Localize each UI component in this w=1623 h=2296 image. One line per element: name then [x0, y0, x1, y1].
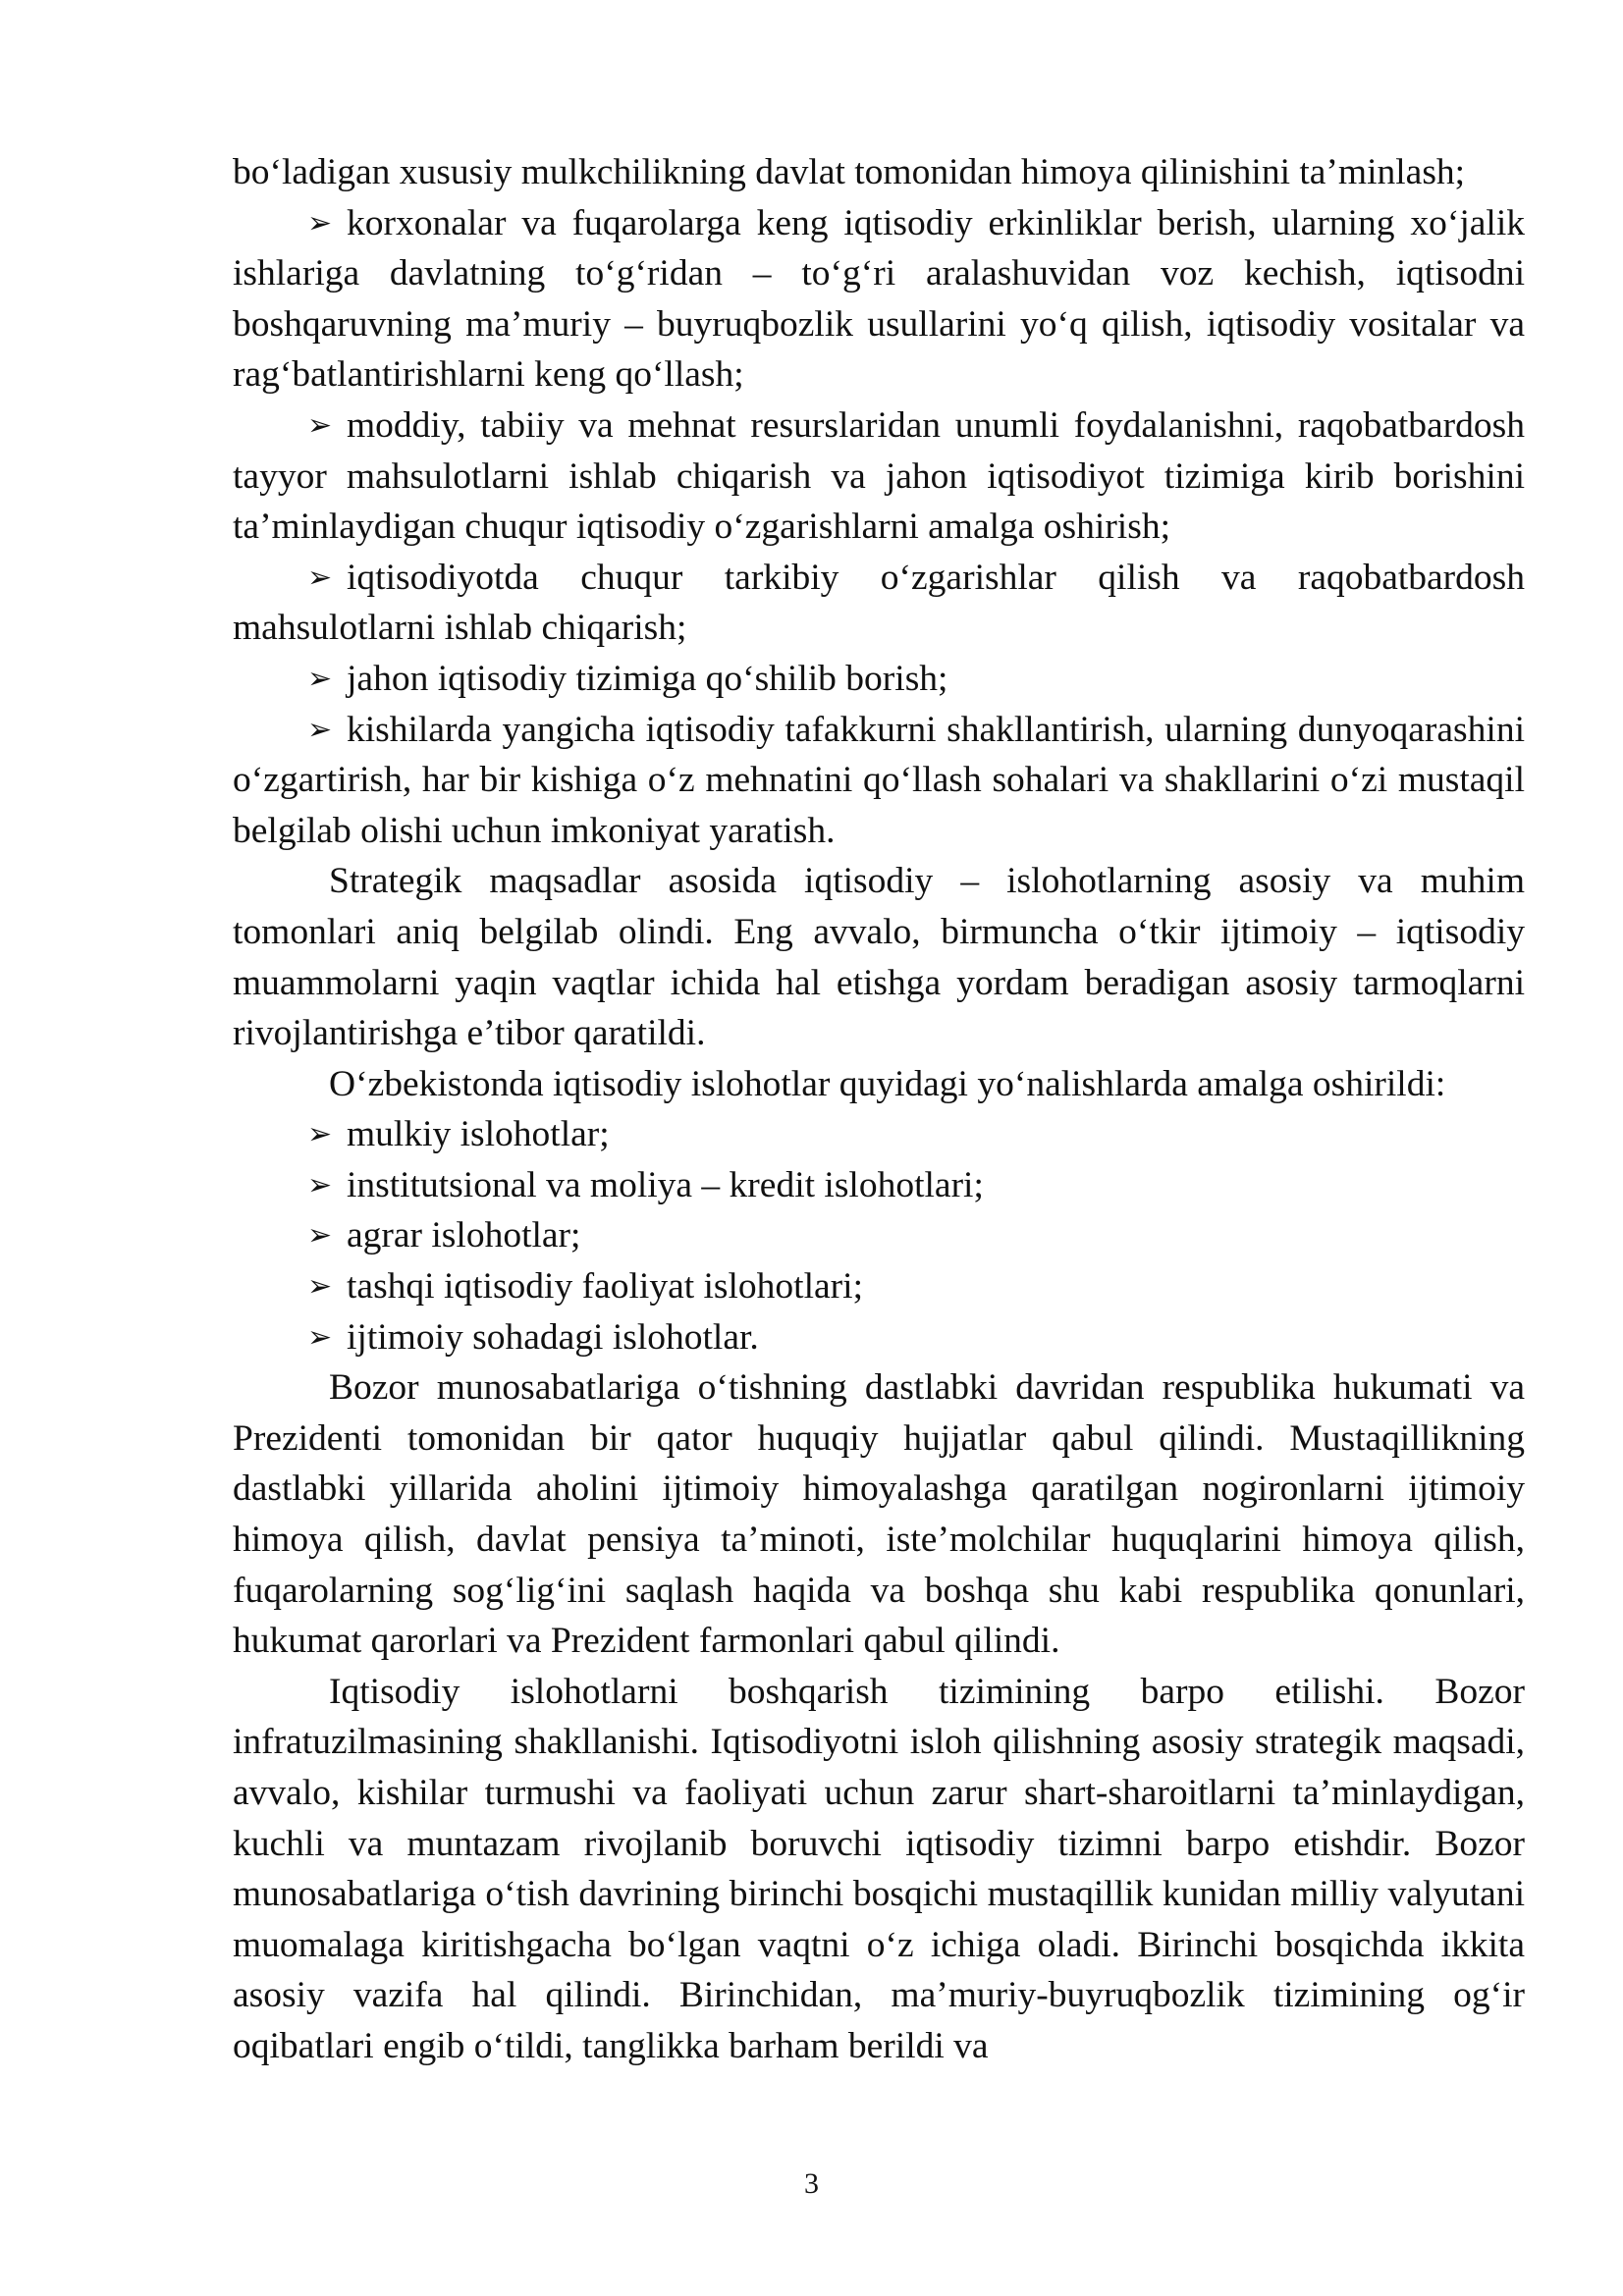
bullet-item	[233, 553, 1525, 654]
bullet-text: jahon iqtisodiy tizimiga qo‘shilib borish;	[347, 658, 948, 699]
paragraph-strategic-goals: Strategik maqsadlar asosida iqtisodiy – islohotlarning asosiy va muhim tomonlari aniq belgilab olindi. Eng avvalo, birmuncha o‘tkir ijtimoiy – iqtisodiy muammolarni yaqin vaqtlar ichida hal etishga yordam beradigan asosiy tarmoqlarni rivojlantirishga e’tibor qaratildi.	[233, 861, 1525, 1054]
bullet-item	[233, 705, 1525, 857]
bullet-item	[233, 198, 1525, 400]
bullet-text: agrar islohotlar;	[347, 1215, 581, 1256]
arrowhead-bullet-icon: ➢	[307, 1167, 333, 1202]
arrowhead-bullet-icon: ➢	[307, 205, 333, 240]
arrowhead-bullet-icon: ➢	[307, 1218, 333, 1254]
bullet-item	[233, 400, 1525, 553]
bullet-item	[233, 1312, 1525, 1363]
bullet-item	[233, 654, 1525, 705]
paragraph-reform-directions: O‘zbekistonda iqtisodiy islohotlar quyidagi yo‘nalishlarda amalga oshirildi:	[329, 1063, 1446, 1104]
bullet-text: mulkiy islohotlar;	[347, 1114, 610, 1155]
bullet-text: iqtisodiyotda chuqur tarkibiy o‘zgarishlar qilish va raqobatbardosh mahsulotlarni ishlab chiqarish;	[233, 557, 1525, 649]
arrowhead-bullet-icon: ➢	[307, 1117, 333, 1152]
bullet-item	[233, 1160, 1525, 1211]
paragraph-continuation: bo‘ladigan xususiy mulkchilikning davlat tomonidan himoya qilinishini ta’minlash;	[233, 152, 1466, 192]
page-body	[233, 147, 1525, 2072]
page-number: 3	[804, 2167, 819, 2200]
bullet-item	[233, 1210, 1525, 1261]
bullet-text: tashqi iqtisodiy faoliyat islohotlari;	[347, 1266, 863, 1308]
arrowhead-bullet-icon: ➢	[307, 1269, 333, 1305]
paragraph-legal-acts: Bozor munosabatlariga o‘tishning dastlabki davridan respublika hukumati va Prezidenti tomonidan bir qator huquqiy hujjatlar qabul qilindi. Mustaqillikning dastlabki yillarida aholini ijtimoiy himoyalashga qaratilgan nogironlarni ijtimoiy himoya qilish, davlat pensiya ta’minoti, iste’molchilar huquqlarini himoya qilish, fuqarolarning sog‘lig‘ini saqlash haqida va boshqa shu kabi respublika qonunlari, hukumat qarorlari va Prezident farmonlari qabul qilindi.	[233, 1367, 1525, 1662]
arrowhead-bullet-icon: ➢	[307, 560, 333, 595]
bullet-item	[233, 1261, 1525, 1312]
arrowhead-bullet-icon: ➢	[307, 712, 333, 747]
bullet-text: kishilarda yangicha iqtisodiy tafakkurni shakllantirish, ularning dunyoqarashini o‘zgartirish, har bir kishiga o‘z mehnatini qo‘llash sohalari va shakllarini o‘zi mustaqil belgilab olishi uchun imkoniyat yaratish.	[233, 709, 1525, 851]
paragraph-reform-management: Iqtisodiy islohotlarni boshqarish tizimining barpo etilishi. Bozor infratuzilmasining shakllanishi. Iqtisodiyotni isloh qilishning asosiy strategik maqsadi, avvalo, kishilar turmushi va faoliyati uchun zarur shart-sharoitlarni ta’minlaydigan, kuchli va muntazam rivojlanib boruvchi iqtisodiy tizimni barpo etishdir. Bozor munosabatlariga o‘tish davrining birinchi bosqichi mustaqillik kunidan milliy valyutani muomalaga kiritishgacha bo‘lgan vaqtni o‘z ichiga oladi. Birinchi bosqichda ikkita asosiy vazifa hal qilindi. Birinchidan, ma’muriy-buyruqbozlik tizimining og‘ir oqibatlari engib o‘tildi, tanglikka barham berildi va	[233, 1671, 1525, 2066]
arrowhead-bullet-icon: ➢	[307, 661, 333, 696]
arrowhead-bullet-icon: ➢	[307, 1319, 333, 1355]
bullet-text: institutsional va moliya – kredit islohotlari;	[347, 1164, 984, 1205]
bullet-text: ijtimoiy sohadagi islohotlar.	[347, 1316, 759, 1358]
bullet-item	[233, 1109, 1525, 1160]
arrowhead-bullet-icon: ➢	[307, 407, 333, 443]
bullet-text: korxonalar va fuqarolarga keng iqtisodiy erkinliklar berish, ularning xo‘jalik ishlariga davlatning to‘g‘ridan – to‘g‘ri aralashuvidan voz kechish, iqtisodni boshqaruvning ma’muriy – buyruqbozlik usullarini yo‘q qilish, iqtisodiy vositalar va rag‘batlantirishlarni keng qo‘llash;	[233, 202, 1525, 396]
bullet-text: moddiy, tabiiy va mehnat resurslaridan unumli foydalanishni, raqobatbardosh tayyor mahsulotlarni ishlab chiqarish va jahon iqtisodiyot tizimiga kirib borishini ta’minlaydigan chuqur iqtisodiy o‘zgarishlarni amalga oshirish;	[233, 404, 1525, 548]
